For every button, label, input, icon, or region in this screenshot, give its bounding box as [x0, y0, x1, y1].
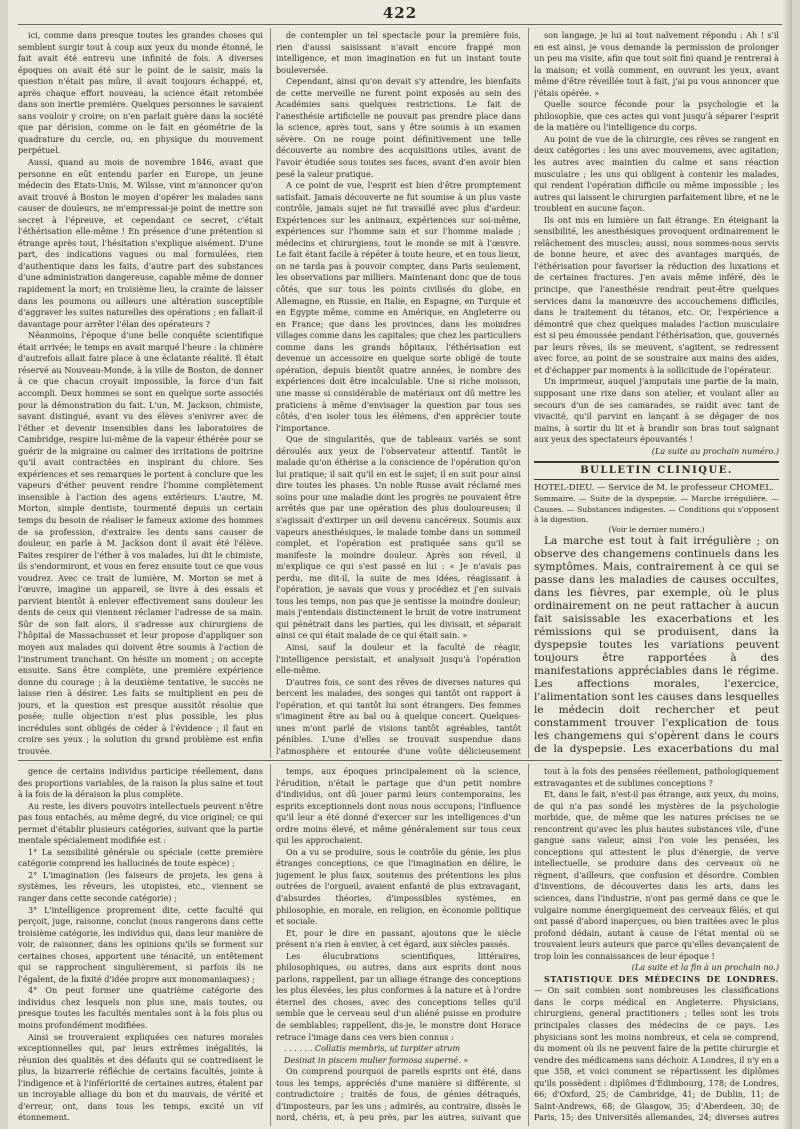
- paragraph: On comprend pourquoi de pareils esprits ont été, dans tous les temps, appréciés d'une manière si différente, si contradictoire ; traités de fous, de génies détraqués, d'imposteurs, par les uns ; admirés, au contraire, dissès le nord, chéris, et, à peu près, par les autres, suivant que: [276, 1066, 521, 1123]
- column-divider: [270, 28, 271, 758]
- paragraph: Cependant, ainsi qu'on devait s'y attendre, les bienfaits de cette merveille ne furent point exposés au sein des Académies sans quelques restrictions. Le fait de l'anesthésie artificielle ne pouvait pas prendre place dans la science, après tout, sans y être soumis à un examen sévère. On ne rouge point définitivement une telle découverte au nombre des acquisitions utiles, avant de l'avoir étudiée sous toutes ses faces, avant d'en avoir bien pesé la valeur pratique.: [276, 76, 521, 179]
- paragraph: Quelle source féconde pour la psychologie et la philosophie, que ces actes qui vont jusqu'à séparer l'esprit de la matière ou l'intelligence du corps.: [534, 99, 779, 133]
- paragraph: Ils ont mis en lumière un fait étrange. En éteignant la sensibilité, les anesthésiques provoquent ordinairement le relâchement des muscles; aussi, nous sommes-nous servis de bonne heure, et avec des avantages marqués, de l'éthérisation pour favoriser la réduction des luxations et de certaines fractures. J'en avais même inféré, dès le principe, que l'anesthésie rendrait peut-être quelques services dans la manœuvre des accouchemens difficiles, dans le traitement du tétanos, etc. Or, l'expérience a démontré que chez quelques malades l'action musculaire est si peu émoussée pendant l'éthérisation, que, gouvernés par leurs rêves, ils se meuvent, s'agitent, se redressent avec force, au point de se soustraire aux mains des aides, et d'échapper par moments à la sollicitude de l'opérateur.: [534, 214, 779, 375]
- header-rule: [18, 24, 782, 25]
- top-column-3: [534, 30, 779, 756]
- paragraph: Et, pour le dire en passant, ajoutons que le siècle présent n'a rien à envier, à cet égard, aux siècles passés.: [276, 927, 521, 950]
- hotel-dieu-reference: (Voir le dernier numéro.): [608, 524, 705, 534]
- bulletin-clinique-heading: BULLETIN CLINIQUE.: [534, 461, 779, 480]
- paragraph: gence de certains individus participe réellement, dans des proportions variables, de la raison la plus saine et tout à la fois de la déraison la plus complète.: [18, 766, 263, 800]
- continued-note: (La suite au prochain numéro.): [651, 445, 779, 456]
- paragraph: 4° On peut former une quatrième catégorie des individus chez lesquels non plus une, mais toutes, ou presque toutes les facultés mentales sont à la fois plus ou moins profondément modifiées.: [18, 985, 263, 1031]
- statistique-item: [534, 974, 779, 1124]
- paragraph: On a vu se produire, sous le contrôle du génie, les plus étranges conceptions, ce que l'imagination en délire, le jugement le plus faux, soutenus des prétentions les plus outrées de l'orgueil, avaient enfanté de plus extravagant, d'absurdes théories, d'impossibles systèmes, en philosophie, en morale, en religion, en économie politique et sociale.: [276, 846, 521, 927]
- verse-line: . . . . . . Collatis membris, ut turpiter atrum: [284, 1043, 461, 1054]
- column-divider: [270, 764, 271, 1126]
- paragraph: de contempler un tel spectacle pour la première fois, rien d'aussi saisissant n'avait encore frappé mon intelligence, et mon imagination en fut un instant toute bouleversée.: [276, 30, 521, 75]
- paragraph: 3° L'intelligence proprement dite, cette faculté qui perçoit, juge, raisonne, conclut (nous rangerons dans cette troisième catégorie, les individus qui, dans leur manière de voir, de raisonner, dans les opinions qu'ils se forment sur certaines choses, apportent une ténacité, un entêtement qui se rapprochent singulièrement, si parfois ils ne l'égalent, de la fixité d'idée propre aux monomaniaques) ;: [18, 904, 263, 984]
- page-edge-shadow: [782, 0, 792, 1129]
- horace-verses: [276, 1043, 521, 1066]
- paragraph: son langage, je lui ai tout naïvement répondu : Ah ! s'il en est ainsi, je vous demande la permission de prolonger un peu ma visite, afin que tout soit fini quand je rentrerai à la maison; et voilà comment, en ouvrant les yeux, avant même d'être réveillée tout à fait, j'ai pu vous annoncer que j'étais opérée. »: [534, 30, 779, 98]
- newspaper-page: [8, 0, 792, 1129]
- verse-line: Desinat in piscem mulier formosa superné. »: [284, 1054, 469, 1065]
- psychology-article: [276, 766, 521, 1043]
- paragraph: Néanmoins, l'époque d'une belle conquête scientifique était arrivée; le temps en avait marqué l'heure : la chimère d'autrefois allait faire place à une éclatante réalité. Il était réservé au Nouveau-Monde, à la ville de Boston, de donner à ce que chacun croyait impossible, la force d'un fait accompli. Deux hommes se sont en quelque sorte associés pour la démonstration du fait. L'un, M. Jackson, chimiste, savant distingué, avant vu des élèves s'enivrer avec de l'éther et devenir insensibles dans les laboratoires de Cambridge, respire lui-même de la vapeur éthérée pour se guérir de la migraine ou calmer des irritations de poitrine qu'il avait contractées en inspirant du chlore. Ses expériences et ses remarques le portent à conclure que les vapeurs d'éther peuvent rendre l'homme complètement insensible à l'action des agens extérieurs. L'autre, M. Morton, simple dentiste, tourmenté depuis un certain temps du besoin de réaliser le fameux axiome des hommes de sa profession, d'extraire les dents sans causer de douleur, en parle à M. Jackson dont il avait été l'élève. Faites respirer de l'éther à vos malades, lui dit le chimiste, ils s'endormiront, et vous en ferez ensuite tout ce que vous voudrez. Avec ce trait de lumière, M. Morton se met à l'œuvre, imagine un appareil, se livre à des essais et parvient bientôt à enlever effectivement sans douleur les dents de ceux qui viennent réclamer l'adresse de sa main. Sûr de son fait alors, il s'adresse aux chirurgiens de l'hôpital de Massachusset et leur propose d'appliquer son moyen aux malades qui doivent être soumis à l'action de l'instrument tranchant. On hésite un moment ; on accepte ensuite. Sans être complète, une première expérience donne du courage ; à la deuxième tentative, le succès ne laisse rien à désirer. Les faits se multiplient en peu de jours, et la question est presque aussitôt résolue que posée; nulle objection n'est plus possible, les plus incrédules sont obligés de céder à l'évidence ; il faut en croire ses yeux ; la solution du grand problème est enfin trouvée.: [18, 330, 263, 756]
- paragraph: Ainsi se trouveraient expliquées ces natures morales exceptionnelles qui, par leurs extrêmes inégalités, la réunion des qualités et des défauts qui se contredisent le plus, la bizarrerie réfléchie de certains facultés, jointe à l'indigence et à l'infériorité de certaines autres, étalent par un incroyable alliage du bon et du mauvais, de vérité et d'erreur, ont, dans tous les temps, excité un vif étonnement.: [18, 1031, 263, 1123]
- paragraph: Un imprimeur, auquel j'amputais une partie de la main, supposant une rixe dans son atelier, et voulant aller au secours d'un de ses camarades, se raidit avec tant de vivacité, qu'il parvint en lançant à se dégager de nos mains, à sortir du lit et à brandir son bras tout saignant aux yeux des spectateurs épouvantés !: [534, 376, 779, 445]
- paragraph: Ainsi, sauf la douleur et la faculté de réagir, l'intelligence persistait, et analysait jusqu'à l'opération elle-même.: [276, 641, 521, 676]
- paragraph: Au point de vue de la chirurgie, ces rêves se rangent en deux catégories : les uns avec mouvemens, avec agitation; les autres avec maintien du calme et sans réaction musculaire ; les uns qui obligent à contenir les malades, qui rendent l'opération difficile ou même impossible ; les autres qui laissent le chirurgien parfaitement libre, et ne le troublent en aucune façon.: [534, 133, 779, 214]
- paragraph: Et, dans le fait, n'est-il pas étrange, aux yeux, du moins, de qui n'a pas sondé les mystères de la psychologie morbide, que, de même que les natures précises ne se rencontrent qu'avec les plus hautes substances vile, d'une gangue sans valeur, ainsi l'on voie les pensées, les conceptions qui attestent le plus d'énergie, de verve intellectuelle, se produire dans des cerveaux où ne règnent, d'ailleurs, que confusion et désordre. Combien d'inventions, de découvertes dans les arts, dans les sciences, dans l'industrie, n'ont pas germé dans ce que le vulgaire nomme énergiquement des cerveaux fêlés, et qui ont passé d'abord inaperçues, ou bien traitées avec le plus profond dédain, autant à cause de l'état mental où se trouvaient leurs auteurs que parce qu'elles devançaient de trop loin les connaissances de leur époque !: [534, 789, 779, 961]
- clinique-text: La marche est tout à fait irrégulière ; on observe des changemens continuels dans les symptômes. Mais, contrairement à ce qui se passe dans les maladies de causes occultes, dans les fièvres, par exemple, où le plus ordinairement on ne peut rattacher à aucun fait saisissable les exacerbations et les rémissions qui se produisent, dans la dyspepsie toutes les variations peuvent toujours être rapportées à des manifestations appréciables dans le régime. Les affections morales, l'exercice, l'alimentation sont les causes dans lesquelles le médecin doit rechercher et peut constamment trouver l'explication de tous les changemens qui s'opèrent dans le cours de la dyspepsie. Les exacerbations du mal: [534, 535, 779, 756]
- paragraph: 2° L'imagination (les faiseurs de projets, les gens à systèmes, les rêveurs, les utopistes, etc., viennent se ranger dans cette seconde catégorie) ;: [18, 869, 263, 904]
- bottom-column-2: [276, 766, 521, 1124]
- psychology-article-continued: [276, 1066, 521, 1124]
- bottom-column-3: [534, 766, 779, 1124]
- hotel-dieu-headline: HOTEL-DIEU. — Service de M. le professeur CHOMEL.: [534, 482, 774, 493]
- paragraph: ici, comme dans presque toutes les grandes choses qui semblent surgir tout à coup aux yeux du monde étonné, le fait avait été entrevu une infinité de fois. A diverses époques on avait été sur le point de le saisir, mais la question n'était pas mûre, il avait toujours échappé, et, après chaque effort nouveau, la science était retombée dans son inertie première. Quelques personnes le savaient sans vouloir y croire; on n'en parlait guère dans la société que par dérision, comme on le fait en géométrie de la quadrature du cercle, ou, en physique du mouvement perpétuel.: [18, 30, 263, 156]
- paragraph: Les élucubrations scientifiques, littéraires, philosophiques, ou autres, dans aux esprits dont nous parlons, rappellent, par un alliage étrange des conceptions les plus élevées, les plus conformes à la nature et à l'ordre éternel des choses, avec des conceptions telles qu'il semble que le cerveau seul d'un aliéné puisse en produire de semblables; rappellent, dis-je, le monstre dont Horace retrace l'image dans ces vers bien connus :: [276, 950, 521, 1042]
- statistique-headline: STATISTIQUE DES MÉDECINS DE LONDRES.: [544, 973, 779, 984]
- continued-note: (La suite et la fin à un prochain no.): [631, 962, 779, 973]
- top-column-1: [18, 30, 263, 756]
- page-number: 422: [382, 4, 418, 22]
- paragraph: Que de singularités, que de tableaux variés se sont déroulés aux yeux de l'observateur attentif. Tantôt le malade qu'on éthérise a la conscience de l'opération qu'on lui pratique; il sait qu'il en est le sujet; il en suit pour ainsi dire toutes les phases. Un noble Russe avait réclamé mes soins pour une maladie dont les progrès ne pouvaient être arrêtés que par une opération des plus douloureuses; il s'agissait d'extirper un œil devenu cancéreux. Soumis aux vapeurs anesthésiques, le malade tombe dans un sommeil complet, et l'opération est pratiquée sans qu'il se manifeste la moindre douleur. Après son réveil, il m'explique ce qui s'est passé en lui : « Je n'avais pas perdu, me dit-il, la suite de mes idées, réagissant à l'opération, je savais que vous y procédiez et j'en suivais tous les temps, non pas que je sentisse la moindre douleur; mais j'entendais distinctement le bruit de votre instrument qui pénétrait dans les parties, qui les divisait, et séparait ainsi ce qui était malade de ce qui était sain. »: [276, 434, 521, 641]
- column-divider: [528, 764, 529, 1126]
- paragraph: Au reste, les divers pouvoirs intellectuels peuvent n'être pas tous entachés, au même degré, du vice originel; ce qui permet d'établir plusieurs catégories, suivant que la partie mentale spécialement modifiée est :: [18, 800, 263, 846]
- paragraph: D'autres fois, ce sont des rêves de diverses natures qui bercent les malades, des songes qui tantôt ont rapport à l'opération, et qui tantôt lui sont étrangers. Des femmes s'imaginent être au bal ou à quelque concert. Quelques-unes m'ont parlé de visions tantôt agréables, tantôt pénibles. L'une d'elles se trouvait suspendue dans l'atmosphère et entourée d'une voûte délicieusement: [276, 676, 521, 756]
- paragraph: A ce point de vue, l'esprit est bien d'être promptement satisfait. Jamais découverte ne fut soumise à un plus vaste contrôle, jamais sujet ne fut travaillé avec plus d'ardeur. Expériences sur les animaux, expériences sur soi-même, expériences sur l'homme sain et sur l'homme malade ; médecins et chirurgiens, tout le monde se mit à l'œuvre. Le fait étant facile à répéter à toute heure, et en tous lieux, on ne tarda pas à pouvoir compter, dans Paris seulement, les observations par milliers. Maintenant donc que de tous côtés, que sur tous les points civilisés du globe, en Allemagne, en Russie, en Italie, en Espagne, en Turquie et en Egypte même, comme en Amérique, en Angleterre ou en France; que dans les provinces, dans les moindres villages comme dans les capitales; que chez les particuliers comme dans les grands hôpitaux, l'éthérisation est devenue un accessoire en quelque sorte obligé de toute opération, depuis bientôt quatre années, le nombre des expériences doit être incalculable. Une si riche moisson, une masse si considérable de matériaux ont dû mettre les praticiens à même d'envisager la question par tous ses côtés, d'en isoler tous les élémens, d'en apprécier toute l'importance.: [276, 180, 521, 433]
- statistique-text: — On sait combien sont nombreuses les classifications dans le corps médical en Angleterre. Physicians, chirurgiens, general practitioners ; telles sont les trois principales classes des médecins de ce pays. Les physicians sont les moins nombreux, et cela se comprend, du moment où ils ne peuvent faire de la petite chirurgie et vendre des médicamens sans déchoir. A Londres, il n'y en a que 358, et voici comment se répartissent les diplômes qu'ils possèdent : diplômes d'Édimbourg, 178; de Londres, 66; d'Oxford, 25; de Cambridge, 41; de Dublin, 11; de Saint-Andrews, 68; de Glasgow, 35; d'Aberdeen, 30; de Paris, 15; des Universités allemandes, 24; diverses autres: [534, 985, 779, 1123]
- paragraph: temps, aux époques principalement où la science, l'érudition, n'était le partage que d'un petit nombre d'individus, ont dû jouer parmi leurs contemporains, les esprits exceptionnels dont nous nous occupons; l'influence qu'il leur a été donné d'exercer sur les intelligences d'un ordre moins élevé, et même généralement sur tous ceux qui les approchaient.: [276, 766, 521, 846]
- column-divider: [528, 28, 529, 758]
- psychology-article-end: [534, 766, 779, 962]
- bottom-column-1: [18, 766, 263, 1124]
- top-column-2: [276, 30, 521, 756]
- paragraph: Aussi, quand au mois de novembre 1846, avant que personne en eût entendu parler en Europe, un jeune médecin des Etats-Unis, M. Wilsse, vint m'annoncer qu'on avait trouvé à Boston le moyen d'opérer les malades sans causer de douleurs, ne m'empressai-je point de mettre son secret à l'épreuve, et cependant ce secret, c'était l'éthérisation elle-même ! En présence d'une prétention si étrange après tout, l'hésitation s'explique aisément. D'une part, des indications vagues ou mal formulées, rien d'authentique dans les faits, d'autre part des substances d'une administration dangereuse, capable même de donner rapidement la mort; en troisième lieu, la crainte de laisser dans les poumons ou ailleurs une altération susceptible d'aggraver les suites naturelles des opérations ; en fallait-il davantage pour arrêter l'élan des opérateurs ?: [18, 157, 263, 329]
- section-divider: [18, 760, 782, 761]
- hotel-dieu-summary: Sommaire. — Suite de la dyspepsie. — Marche irrégulière. — Causes. — Substances indigestes. — Conditions qui s'opposent à la digestion.: [534, 494, 779, 524]
- article-continuation: [534, 30, 779, 446]
- paragraph: 1° La sensibilité générale ou spéciale (cette première catégorie comprend les hallucinés de toute espèce) ;: [18, 846, 263, 869]
- paragraph: tout à la fois des pensées réellement, pathologiquement extravagantes et de sublimes conceptions ?: [534, 766, 779, 788]
